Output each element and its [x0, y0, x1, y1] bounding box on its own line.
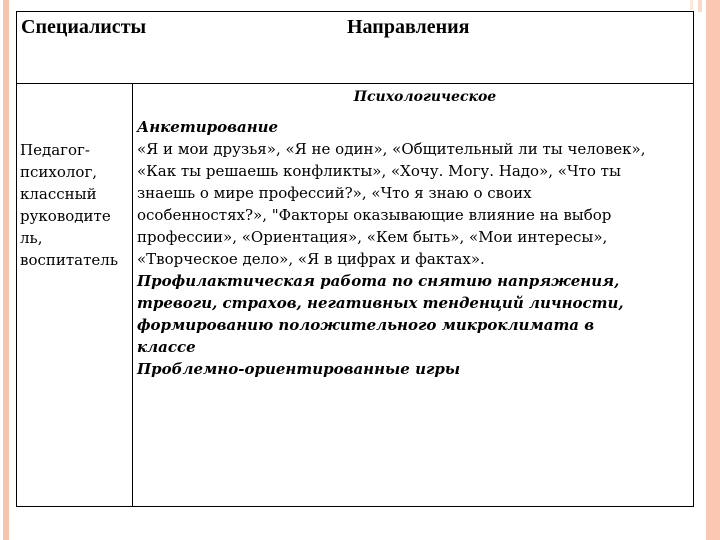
- specialist-line: классный: [20, 185, 97, 203]
- specialist-line: руководите: [20, 207, 111, 225]
- prevention-line: классе: [137, 338, 196, 356]
- prevention-line: формированию положительного микроклимата в: [137, 316, 595, 334]
- survey-line: особенностях?», "Факторы оказывающие влияние на выбор: [137, 206, 612, 224]
- prevention-line: тревоги, страхов, негативных тенденций личности,: [137, 294, 624, 312]
- decorative-strip-right: [690, 0, 693, 10]
- specialists-cell: [20, 139, 118, 271]
- decorative-strip-right: [698, 0, 702, 12]
- prevention-line: Профилактическая работа по снятию напряжения,: [137, 272, 620, 290]
- survey-line: «Как ты решаешь конфликты», «Хочу. Могу. Надо», «Что ты: [137, 162, 621, 180]
- column-divider: [132, 84, 133, 506]
- survey-line: профессии», «Ориентация», «Кем быть», «Мои интересы»,: [137, 228, 608, 246]
- directions-cell: [137, 86, 693, 380]
- section-title: Психологическое: [353, 89, 497, 105]
- header-specialists: Специалисты: [21, 16, 147, 38]
- survey-line: «Я и мои друзья», «Я не один», «Общительный ли ты человек»,: [137, 140, 646, 158]
- specialist-line: ль,: [20, 229, 43, 247]
- survey-title: Анкетирование: [137, 118, 279, 136]
- table-header-row: [17, 12, 693, 84]
- header-directions: Направления: [347, 16, 470, 38]
- games-item: Проблемно-ориентированные игры: [137, 360, 461, 378]
- survey-line: знаешь о мире профессий?», «Что я знаю о своих: [137, 184, 532, 202]
- specialist-line: Педагог-: [20, 141, 90, 159]
- specialist-line: психолог,: [20, 163, 98, 181]
- survey-line: «Творческое дело», «Я в цифрах и фактах».: [137, 250, 485, 268]
- column-divider: [693, 84, 694, 506]
- decorative-strip-right: [706, 0, 720, 540]
- specialist-line: воспитатель: [20, 251, 118, 269]
- table: [16, 11, 694, 507]
- decorative-strip-left: [3, 0, 9, 540]
